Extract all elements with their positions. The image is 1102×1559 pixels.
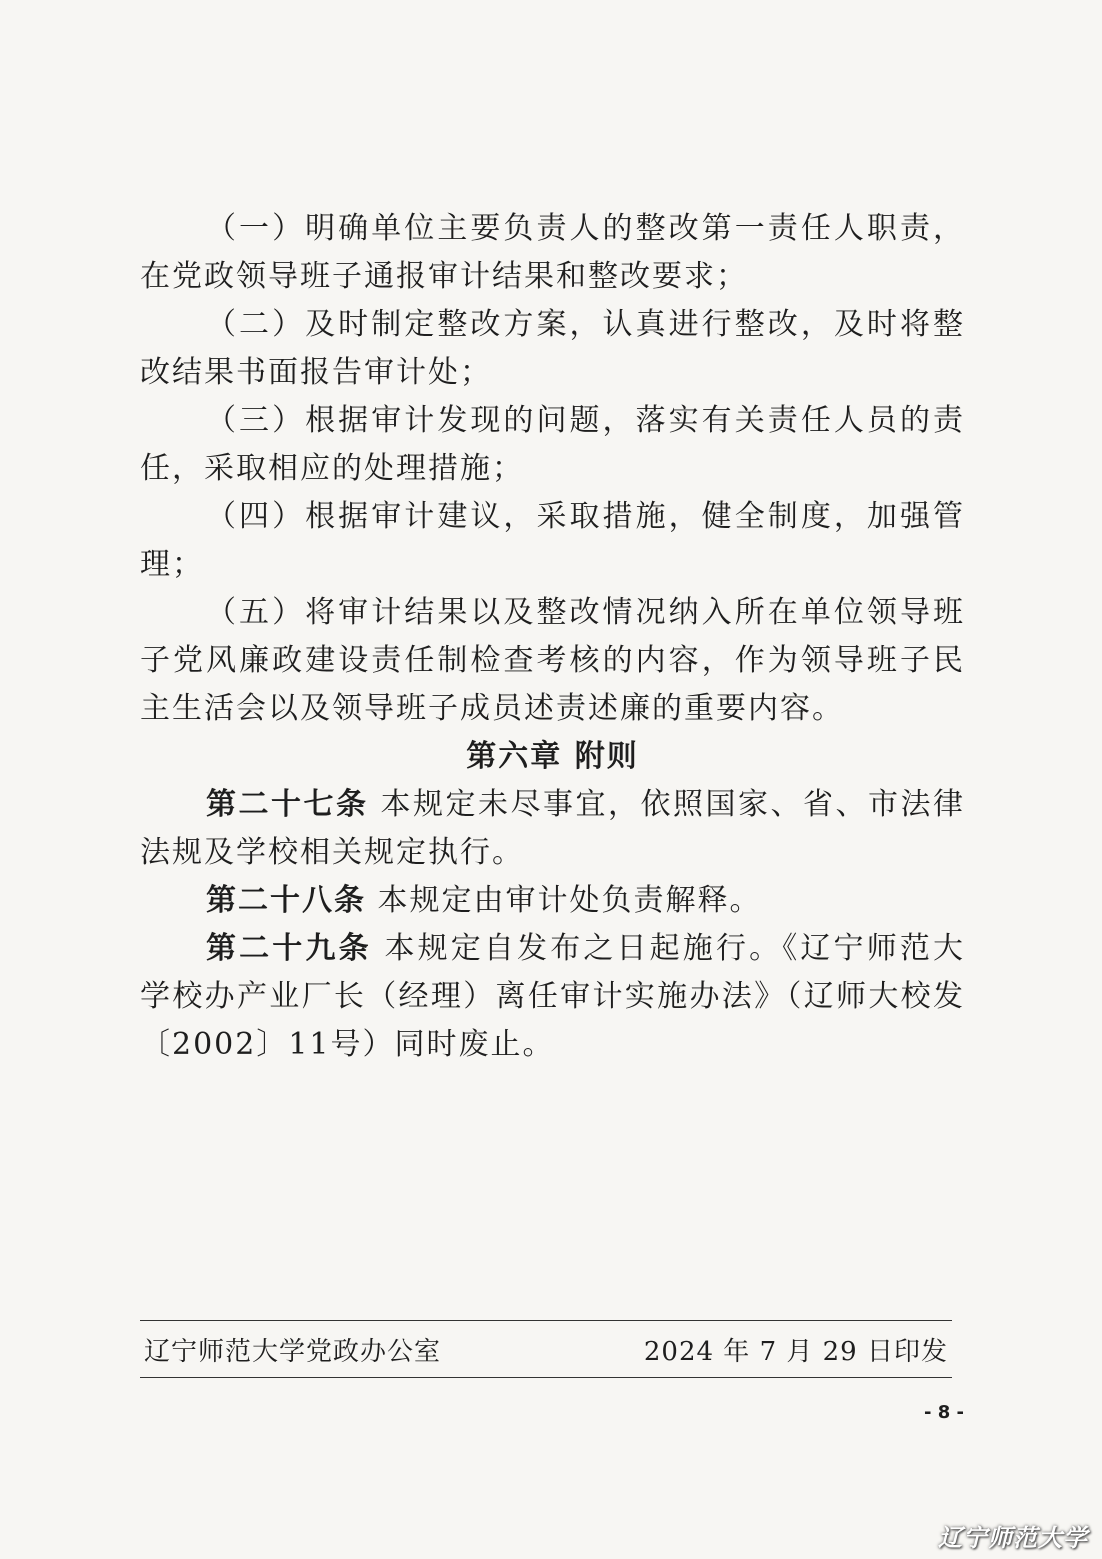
- article-number: 第二十七条: [206, 787, 369, 822]
- list-item-4: （四）根据审计建议，采取措施，健全制度，加强管理；: [140, 499, 965, 582]
- article-29: [140, 925, 965, 1069]
- article-number: 第二十九条: [206, 931, 372, 966]
- chapter-title: 第六章 附则: [466, 739, 639, 774]
- article-27: [140, 781, 965, 877]
- article-28: [140, 877, 965, 925]
- list-item-2: （二）及时制定整改方案，认真进行整改，及时将整改结果书面报告审计处；: [140, 307, 965, 390]
- document-body: [140, 205, 965, 1069]
- list-item-1: （一）明确单位主要负责人的整改第一责任人职责，在党政领导班子通报审计结果和整改要求；: [140, 211, 965, 294]
- list-item-3: （三）根据审计发现的问题，落实有关责任人员的责任，采取相应的处理措施；: [140, 403, 965, 486]
- issue-date: 2024 年 7 月 29 日印发: [643, 1336, 948, 1367]
- list-item-5: （五）将审计结果以及整改情况纳入所在单位领导班子党风廉政建设责任制检查考核的内容，作为领导班子民主生活会以及领导班子成员述责述廉的重要内容。: [140, 595, 965, 726]
- article-text: 本规定未尽事宜，依照国家、省、市法律法规及学校相关规定执行。: [140, 787, 965, 870]
- watermark-logo: 辽宁师范大学: [938, 1524, 1088, 1552]
- issuance-footer: [140, 1320, 952, 1378]
- issuer-name: 辽宁师范大学党政办公室: [144, 1336, 442, 1367]
- article-text: 本规定自发布之日起施行。《辽宁师范大学校办产业厂长（经理）离任审计实施办法》（辽师大校发〔2002〕11号）同时废止。: [140, 931, 966, 1062]
- article-text: 本规定由审计处负责解释。: [366, 883, 762, 918]
- page-number: - 8 -: [924, 1402, 964, 1423]
- article-number: 第二十八条: [206, 883, 366, 918]
